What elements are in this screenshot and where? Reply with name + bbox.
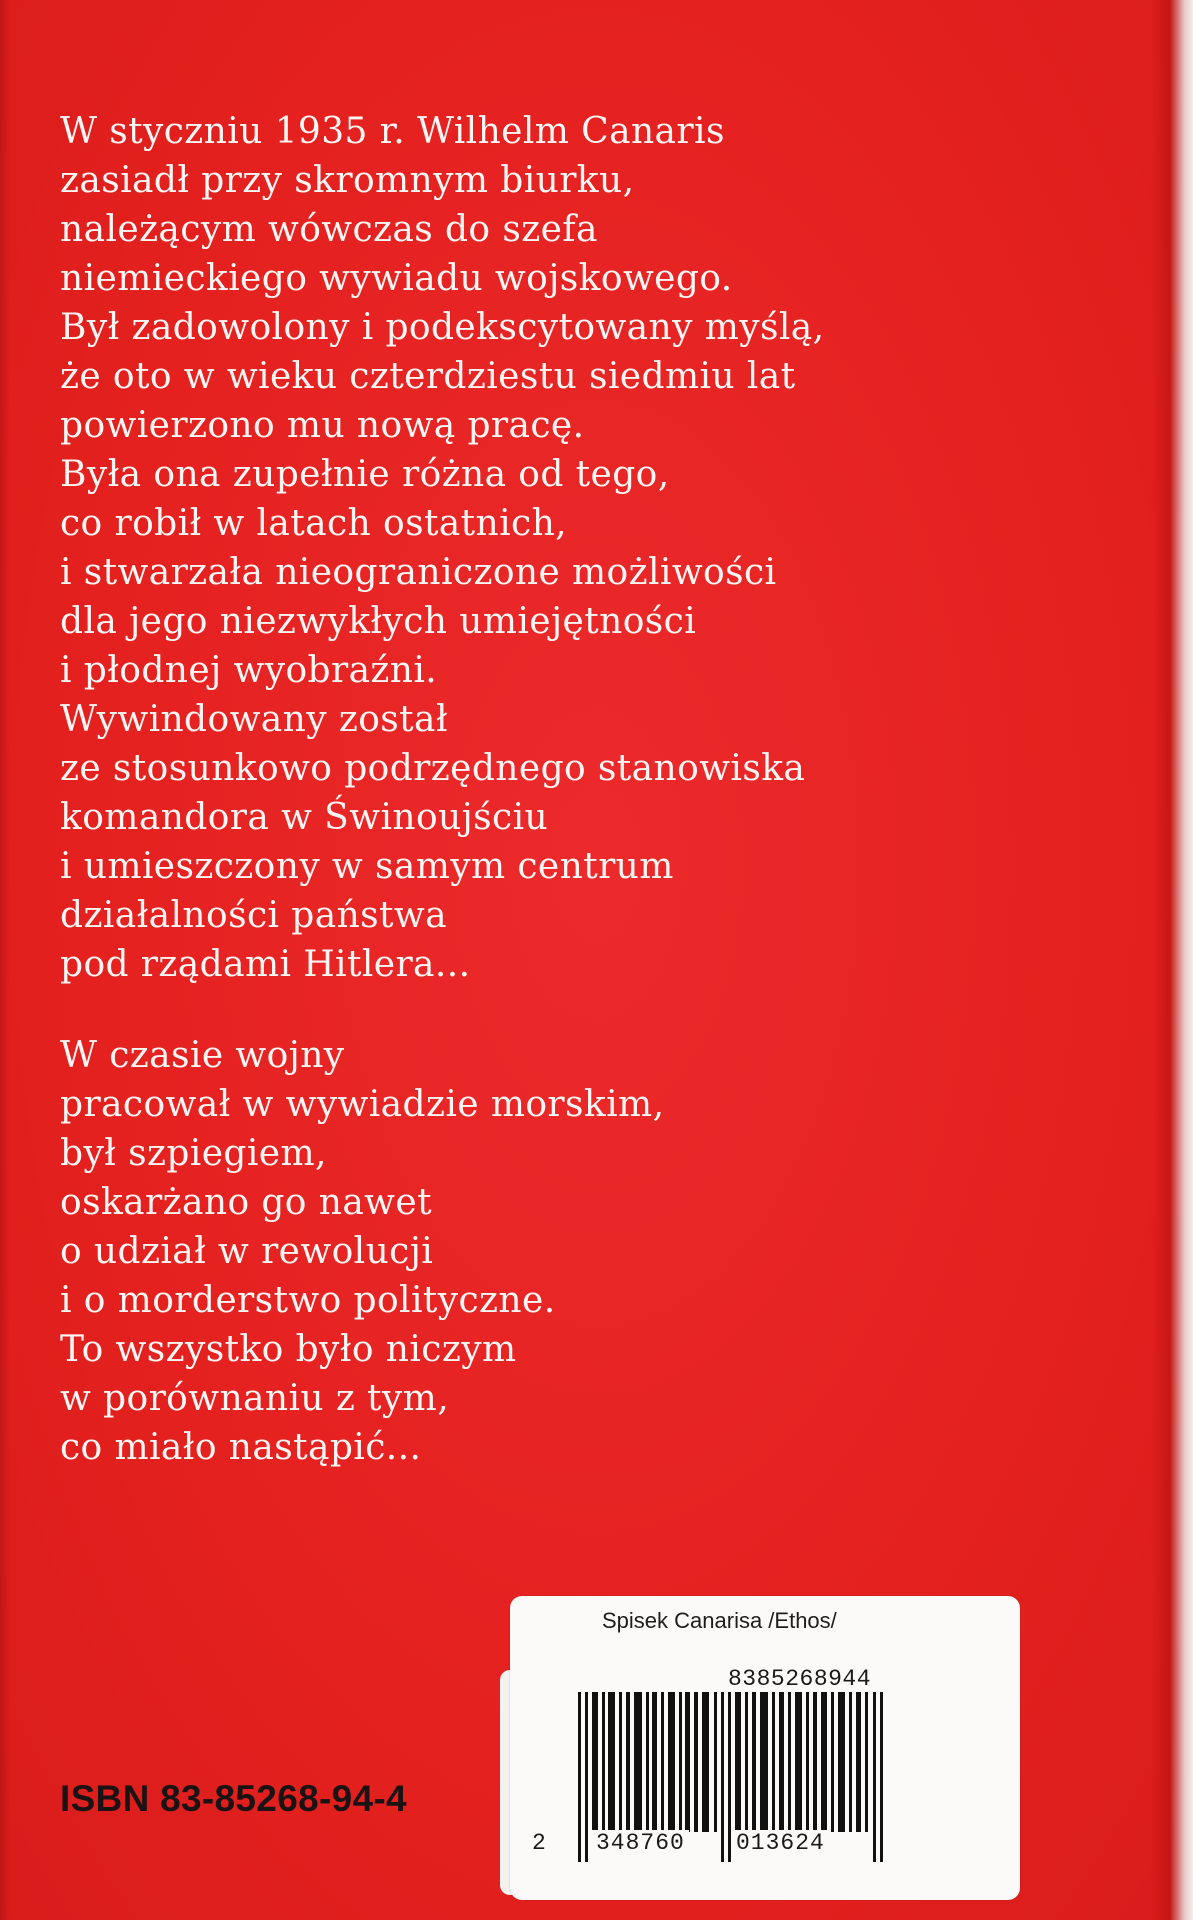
blurb-line: W czasie wojny [60, 1035, 345, 1076]
blurb-line: niemieckiego wywiadu wojskowego. [60, 258, 733, 299]
blurb-line: i stwarzała nieograniczone możliwości [60, 552, 777, 593]
blurb-line: pracował w wywiadzie morskim, [60, 1084, 665, 1125]
blurb-line: Była ona zupełnie różna od tego, [60, 454, 670, 495]
blurb-line: i umieszczony w samym centrum [60, 846, 674, 887]
blurb-line: był szpiegiem, [60, 1133, 327, 1174]
blurb-line: To wszystko było niczym [60, 1329, 517, 1370]
blurb-line: należącym wówczas do szefa [60, 209, 598, 250]
blurb-line: co robił w latach ostatnich, [60, 503, 568, 544]
blurb-paragraph-1 [60, 107, 960, 989]
blurb-line: i płodnej wyobraźni. [60, 650, 438, 691]
blurb-line: zasiadł przy skromnym biurku, [60, 160, 635, 201]
blurb-line: w porównaniu z tym, [60, 1378, 450, 1419]
blurb-line: działalności państwa [60, 895, 448, 936]
blurb-line: pod rządami Hitlera... [60, 944, 471, 985]
cover-left-edge [0, 0, 10, 1920]
blurb-line: oskarżano go nawet [60, 1182, 432, 1223]
blurb-line: dla jego niezwykłych umiejętności [60, 601, 697, 642]
blurb-line: Wywindowany został [60, 699, 448, 740]
sticker-code: 8385268944 [728, 1666, 872, 1692]
barcode-digits-right: 013624 [732, 1830, 829, 1856]
blurb-line: powierzono mu nową pracę. [60, 405, 585, 446]
blurb-line: Był zadowolony i podekscytowany myślą, [60, 307, 825, 348]
blurb-paragraph-2 [60, 1031, 960, 1472]
isbn-number: ISBN 83-85268-94-4 [60, 1778, 407, 1819]
barcode-digits-left: 348760 [592, 1830, 689, 1856]
blurb-line: i o morderstwo polityczne. [60, 1280, 556, 1321]
blurb-line: ze stosunkowo podrzędnego stanowiska [60, 748, 806, 789]
blurb-line: o udział w rewolucji [60, 1231, 434, 1272]
barcode-sticker [510, 1596, 1020, 1900]
sticker-title: Spisek Canarisa /Ethos/ [602, 1608, 837, 1633]
blurb-line: komandora w Świnoujściu [60, 797, 549, 838]
blurb-line: że oto w wieku czterdziestu siedmiu lat [60, 356, 796, 397]
blurb-line: co miało nastąpić... [60, 1427, 422, 1468]
cover-spine-edge [1151, 0, 1193, 1920]
blurb-line: W styczniu 1935 r. Wilhelm Canaris [60, 111, 725, 152]
barcode-digit-prefix: 2 [532, 1830, 546, 1856]
